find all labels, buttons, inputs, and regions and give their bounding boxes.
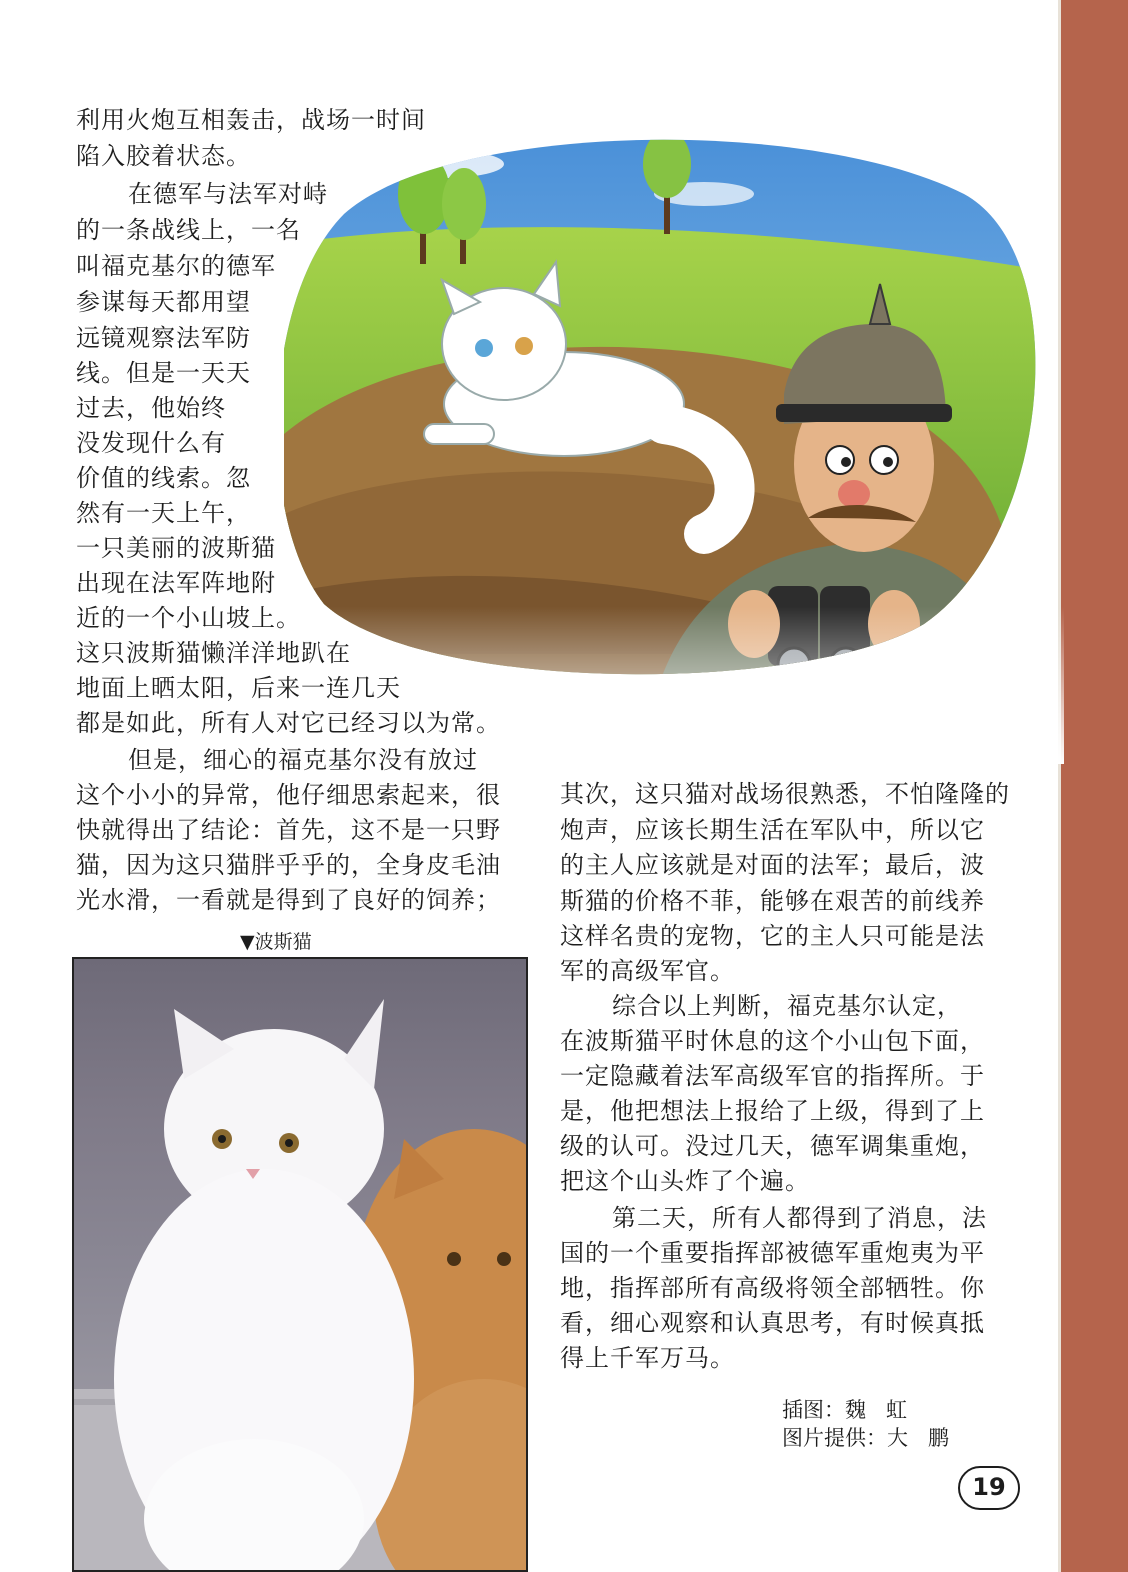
- body-line: 炮声，应该长期生活在军队中，所以它: [560, 816, 985, 844]
- persian-cat-photo: [72, 957, 528, 1572]
- body-line: 级的认可。没过几天，德军调集重炮，: [560, 1132, 985, 1160]
- body-line: 军的高级军官。: [560, 957, 735, 985]
- body-line: 斯猫的价格不菲，能够在艰苦的前线养: [560, 887, 985, 915]
- body-line: 都是如此，所有人对它已经习以为常。: [76, 709, 501, 737]
- body-line: 叫福克基尔的德军: [76, 252, 276, 280]
- body-line: 参谋每天都用望: [76, 288, 251, 316]
- body-line: 一定隐藏着法军高级军官的指挥所。于: [560, 1062, 985, 1090]
- body-line: 地，指挥部所有高级将领全部牺牲。你: [560, 1274, 985, 1302]
- body-line: 线。但是一天天: [76, 359, 251, 387]
- body-line: 光水滑，一看就是得到了良好的饲养；: [76, 886, 501, 914]
- body-line: 看，细心观察和认真思考，有时候真抵: [560, 1309, 985, 1337]
- body-line: 远镜观察法军防: [76, 324, 251, 352]
- photo-image: [74, 959, 528, 1572]
- body-line: 把这个山头炸了个遍。: [560, 1167, 810, 1195]
- body-line: 其次，这只猫对战场很熟悉，不怕隆隆的: [560, 780, 1010, 808]
- body-line: 一只美丽的波斯猫: [76, 534, 276, 562]
- body-line: 价值的线索。忽: [76, 464, 251, 492]
- body-line: 在德军与法军对峙: [128, 180, 328, 208]
- body-line: 陷入胶着状态。: [76, 142, 251, 170]
- body-line: 利用火炮互相轰击，战场一时间: [76, 106, 426, 134]
- photo-credit: 图片提供：大 鹏: [782, 1426, 950, 1450]
- body-line: 然有一天上午，: [76, 499, 251, 527]
- page-number: 19: [958, 1466, 1020, 1510]
- body-line: 国的一个重要指挥部被德军重炮夷为平: [560, 1239, 985, 1267]
- body-line: 这只波斯猫懒洋洋地趴在: [76, 639, 351, 667]
- body-line: 快就得出了结论：首先，这不是一只野: [76, 816, 501, 844]
- body-line: 在波斯猫平时休息的这个小山包下面，: [560, 1027, 985, 1055]
- body-line: 这个小小的异常，他仔细思索起来，很: [76, 781, 501, 809]
- side-color-strip: [1058, 0, 1128, 1572]
- body-line: 的一条战线上，一名: [76, 216, 301, 244]
- body-line: 近的一个小山坡上。: [76, 604, 301, 632]
- photo-caption: ▼波斯猫: [240, 931, 312, 953]
- body-line: 没发现什么有: [76, 429, 226, 457]
- body-line: 的主人应该就是对面的法军；最后，波: [560, 851, 985, 879]
- body-line: 是，他把想法上报给了上级，得到了上: [560, 1097, 985, 1125]
- body-line: 猫，因为这只猫胖乎乎的，全身皮毛油: [76, 851, 501, 879]
- body-line: 这样名贵的宠物，它的主人只可能是法: [560, 922, 985, 950]
- body-line: 过去，他始终: [76, 394, 226, 422]
- body-line: 第二天，所有人都得到了消息，法: [612, 1204, 987, 1232]
- body-line: 出现在法军阵地附: [76, 569, 276, 597]
- cartoon-illustration: [284, 134, 1064, 764]
- body-line: 但是，细心的福克基尔没有放过: [128, 746, 478, 774]
- illustrator-credit: 插图：魏 虹: [782, 1398, 908, 1422]
- body-line: 地面上晒太阳，后来一连几天: [76, 674, 401, 702]
- body-line: 综合以上判断，福克基尔认定，: [612, 992, 962, 1020]
- body-line: 得上千军万马。: [560, 1344, 735, 1372]
